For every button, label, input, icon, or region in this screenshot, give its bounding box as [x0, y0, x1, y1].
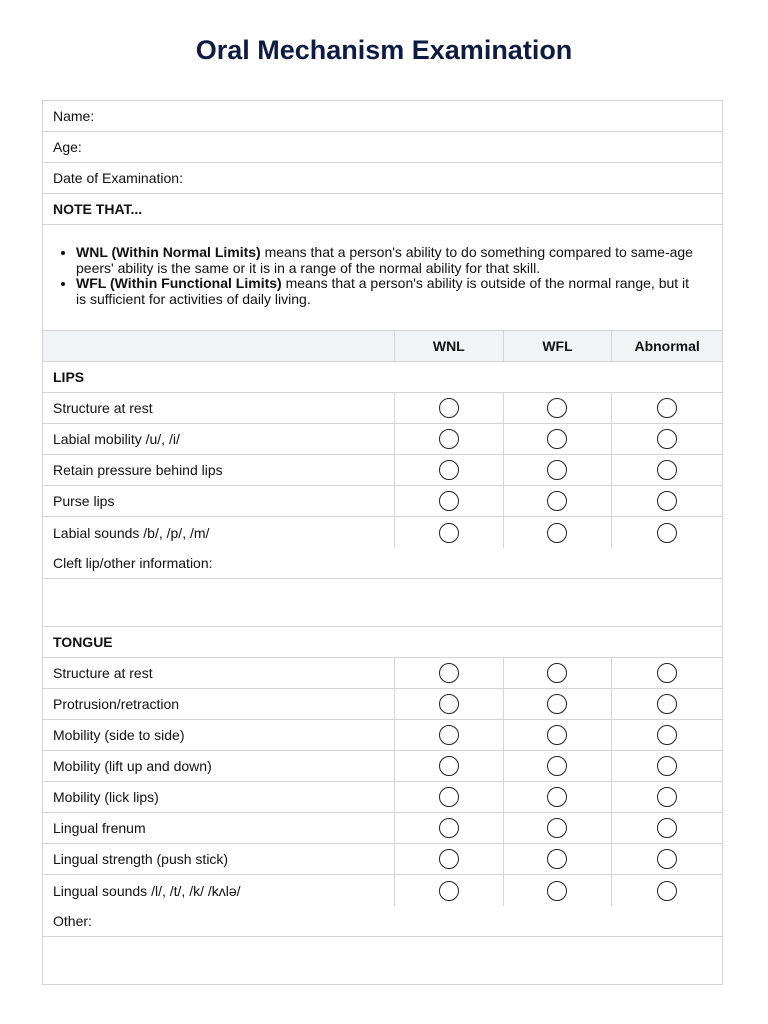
tongue-item-label: Mobility (side to side) — [43, 720, 395, 750]
lips-heading: LIPS — [53, 369, 85, 385]
abnormal-radio[interactable] — [657, 460, 677, 480]
wnl-definition: means that a person's ability to do something compared to same-age peers' ability is the same or it is in a range of the normal ability for that skill. — [76, 244, 693, 276]
exam-form — [42, 100, 723, 985]
tongue-item-row — [43, 813, 722, 844]
lips-abnormal-cell — [612, 486, 722, 516]
tongue-abnormal-cell — [612, 875, 722, 906]
tongue-wfl-cell — [504, 782, 613, 812]
wfl-radio[interactable] — [547, 725, 567, 745]
tongue-item-label: Mobility (lick lips) — [43, 782, 395, 812]
tongue-item-row — [43, 782, 722, 813]
cleft-lip-info-label: Cleft lip/other information: — [53, 555, 213, 571]
wnl-radio[interactable] — [439, 491, 459, 511]
tongue-item-row — [43, 658, 722, 689]
tongue-item-row — [43, 720, 722, 751]
abnormal-radio[interactable] — [657, 787, 677, 807]
wnl-radio[interactable] — [439, 756, 459, 776]
tongue-wnl-cell — [395, 813, 504, 843]
tongue-abnormal-cell — [612, 782, 722, 812]
page-title: Oral Mechanism Examination — [195, 35, 573, 65]
tongue-other-row — [43, 906, 722, 937]
header-wfl: WFL — [504, 331, 613, 361]
abnormal-radio[interactable] — [657, 694, 677, 714]
date-row[interactable] — [43, 163, 722, 194]
wnl-radio[interactable] — [439, 881, 459, 901]
wnl-radio[interactable] — [439, 429, 459, 449]
tongue-item-label: Lingual frenum — [43, 813, 395, 843]
tongue-wnl-cell — [395, 875, 504, 906]
tongue-abnormal-cell — [612, 751, 722, 781]
abnormal-radio[interactable] — [657, 398, 677, 418]
wnl-radio[interactable] — [439, 787, 459, 807]
lips-wnl-cell — [395, 393, 504, 423]
wfl-radio[interactable] — [547, 460, 567, 480]
lips-item-row — [43, 455, 722, 486]
lips-item-label: Purse lips — [43, 486, 395, 516]
age-label: Age: — [53, 139, 82, 155]
note-definitions — [43, 225, 722, 331]
wfl-radio[interactable] — [547, 849, 567, 869]
tongue-wfl-cell — [504, 751, 613, 781]
lips-abnormal-cell — [612, 424, 722, 454]
tongue-item-row — [43, 751, 722, 782]
abnormal-radio[interactable] — [657, 756, 677, 776]
wnl-radio[interactable] — [439, 694, 459, 714]
tongue-wnl-cell — [395, 782, 504, 812]
lips-item-label: Labial mobility /u/, /i/ — [43, 424, 395, 454]
tongue-wfl-cell — [504, 658, 613, 688]
lips-item-row — [43, 486, 722, 517]
tongue-abnormal-cell — [612, 720, 722, 750]
age-row[interactable] — [43, 132, 722, 163]
wnl-radio[interactable] — [439, 725, 459, 745]
lips-item-label: Structure at rest — [43, 393, 395, 423]
tongue-wfl-cell — [504, 813, 613, 843]
tongue-abnormal-cell — [612, 658, 722, 688]
tongue-wnl-cell — [395, 658, 504, 688]
lips-item-row — [43, 424, 722, 455]
wfl-radio[interactable] — [547, 881, 567, 901]
wnl-term: WNL (Within Normal Limits) — [76, 244, 261, 260]
cleft-lip-info-field[interactable] — [43, 579, 722, 627]
tongue-wfl-cell — [504, 689, 613, 719]
tongue-item-label: Lingual sounds /l/, /t/, /k/ /kʌlə/ — [43, 875, 395, 906]
wfl-radio[interactable] — [547, 756, 567, 776]
header-blank — [43, 331, 395, 361]
column-header-row — [43, 331, 722, 362]
abnormal-radio[interactable] — [657, 849, 677, 869]
tongue-item-label: Protrusion/retraction — [43, 689, 395, 719]
header-abnormal: Abnormal — [634, 338, 700, 354]
lips-item-row — [43, 393, 722, 424]
abnormal-radio[interactable] — [657, 663, 677, 683]
tongue-other-label: Other: — [53, 913, 92, 929]
wnl-radio[interactable] — [439, 818, 459, 838]
wnl-radio[interactable] — [439, 460, 459, 480]
lips-wnl-cell — [395, 517, 504, 548]
name-label: Name: — [53, 108, 95, 124]
note-heading: NOTE THAT... — [53, 201, 143, 217]
tongue-wnl-cell — [395, 751, 504, 781]
tongue-abnormal-cell — [612, 689, 722, 719]
tongue-heading: TONGUE — [53, 634, 113, 650]
tongue-abnormal-cell — [612, 813, 722, 843]
note-item-wnl — [76, 245, 702, 276]
tongue-other-field[interactable] — [43, 937, 722, 984]
wfl-radio[interactable] — [547, 818, 567, 838]
lips-wfl-cell — [504, 393, 613, 423]
lips-item-label: Retain pressure behind lips — [43, 455, 395, 485]
wnl-radio[interactable] — [439, 398, 459, 418]
wfl-definition: means that a person's ability is outside of the normal range, but it is sufficient for activities of daily living. — [76, 275, 690, 307]
tongue-heading-row — [43, 627, 722, 658]
wfl-radio[interactable] — [547, 694, 567, 714]
header-wnl: WNL — [395, 331, 504, 361]
cleft-lip-info-row — [43, 548, 722, 579]
wnl-radio[interactable] — [439, 523, 459, 543]
tongue-item-label: Lingual strength (push stick) — [43, 844, 395, 874]
lips-abnormal-cell — [612, 517, 722, 548]
date-label: Date of Examination: — [53, 170, 183, 186]
lips-heading-row — [43, 362, 722, 393]
lips-item-label: Labial sounds /b/, /p/, /m/ — [43, 517, 395, 548]
tongue-item-label: Mobility (lift up and down) — [43, 751, 395, 781]
tongue-wnl-cell — [395, 844, 504, 874]
lips-wnl-cell — [395, 486, 504, 516]
lips-wnl-cell — [395, 424, 504, 454]
wnl-radio[interactable] — [439, 663, 459, 683]
tongue-wnl-cell — [395, 720, 504, 750]
lips-wfl-cell — [504, 424, 613, 454]
wfl-radio[interactable] — [547, 491, 567, 511]
wfl-radio[interactable] — [547, 523, 567, 543]
lips-wfl-cell — [504, 486, 613, 516]
name-row[interactable] — [43, 101, 722, 132]
abnormal-radio[interactable] — [657, 881, 677, 901]
note-item-wfl — [76, 276, 702, 307]
tongue-wfl-cell — [504, 875, 613, 906]
wfl-radio[interactable] — [547, 787, 567, 807]
tongue-item-row — [43, 689, 722, 720]
tongue-wfl-cell — [504, 720, 613, 750]
tongue-wnl-cell — [395, 689, 504, 719]
wnl-radio[interactable] — [439, 849, 459, 869]
tongue-item-row — [43, 875, 722, 906]
abnormal-radio[interactable] — [657, 429, 677, 449]
lips-wnl-cell — [395, 455, 504, 485]
abnormal-radio[interactable] — [657, 523, 677, 543]
wfl-radio[interactable] — [547, 398, 567, 418]
lips-abnormal-cell — [612, 455, 722, 485]
tongue-wfl-cell — [504, 844, 613, 874]
lips-wfl-cell — [504, 517, 613, 548]
abnormal-radio[interactable] — [657, 725, 677, 745]
tongue-abnormal-cell — [612, 844, 722, 874]
tongue-item-label: Structure at rest — [43, 658, 395, 688]
wfl-term: WFL (Within Functional Limits) — [76, 275, 282, 291]
abnormal-radio[interactable] — [657, 818, 677, 838]
lips-abnormal-cell — [612, 393, 722, 423]
lips-wfl-cell — [504, 455, 613, 485]
note-heading-row — [43, 194, 722, 225]
abnormal-radio[interactable] — [657, 491, 677, 511]
wfl-radio[interactable] — [547, 663, 567, 683]
wfl-radio[interactable] — [547, 429, 567, 449]
tongue-item-row — [43, 844, 722, 875]
lips-item-row — [43, 517, 722, 548]
